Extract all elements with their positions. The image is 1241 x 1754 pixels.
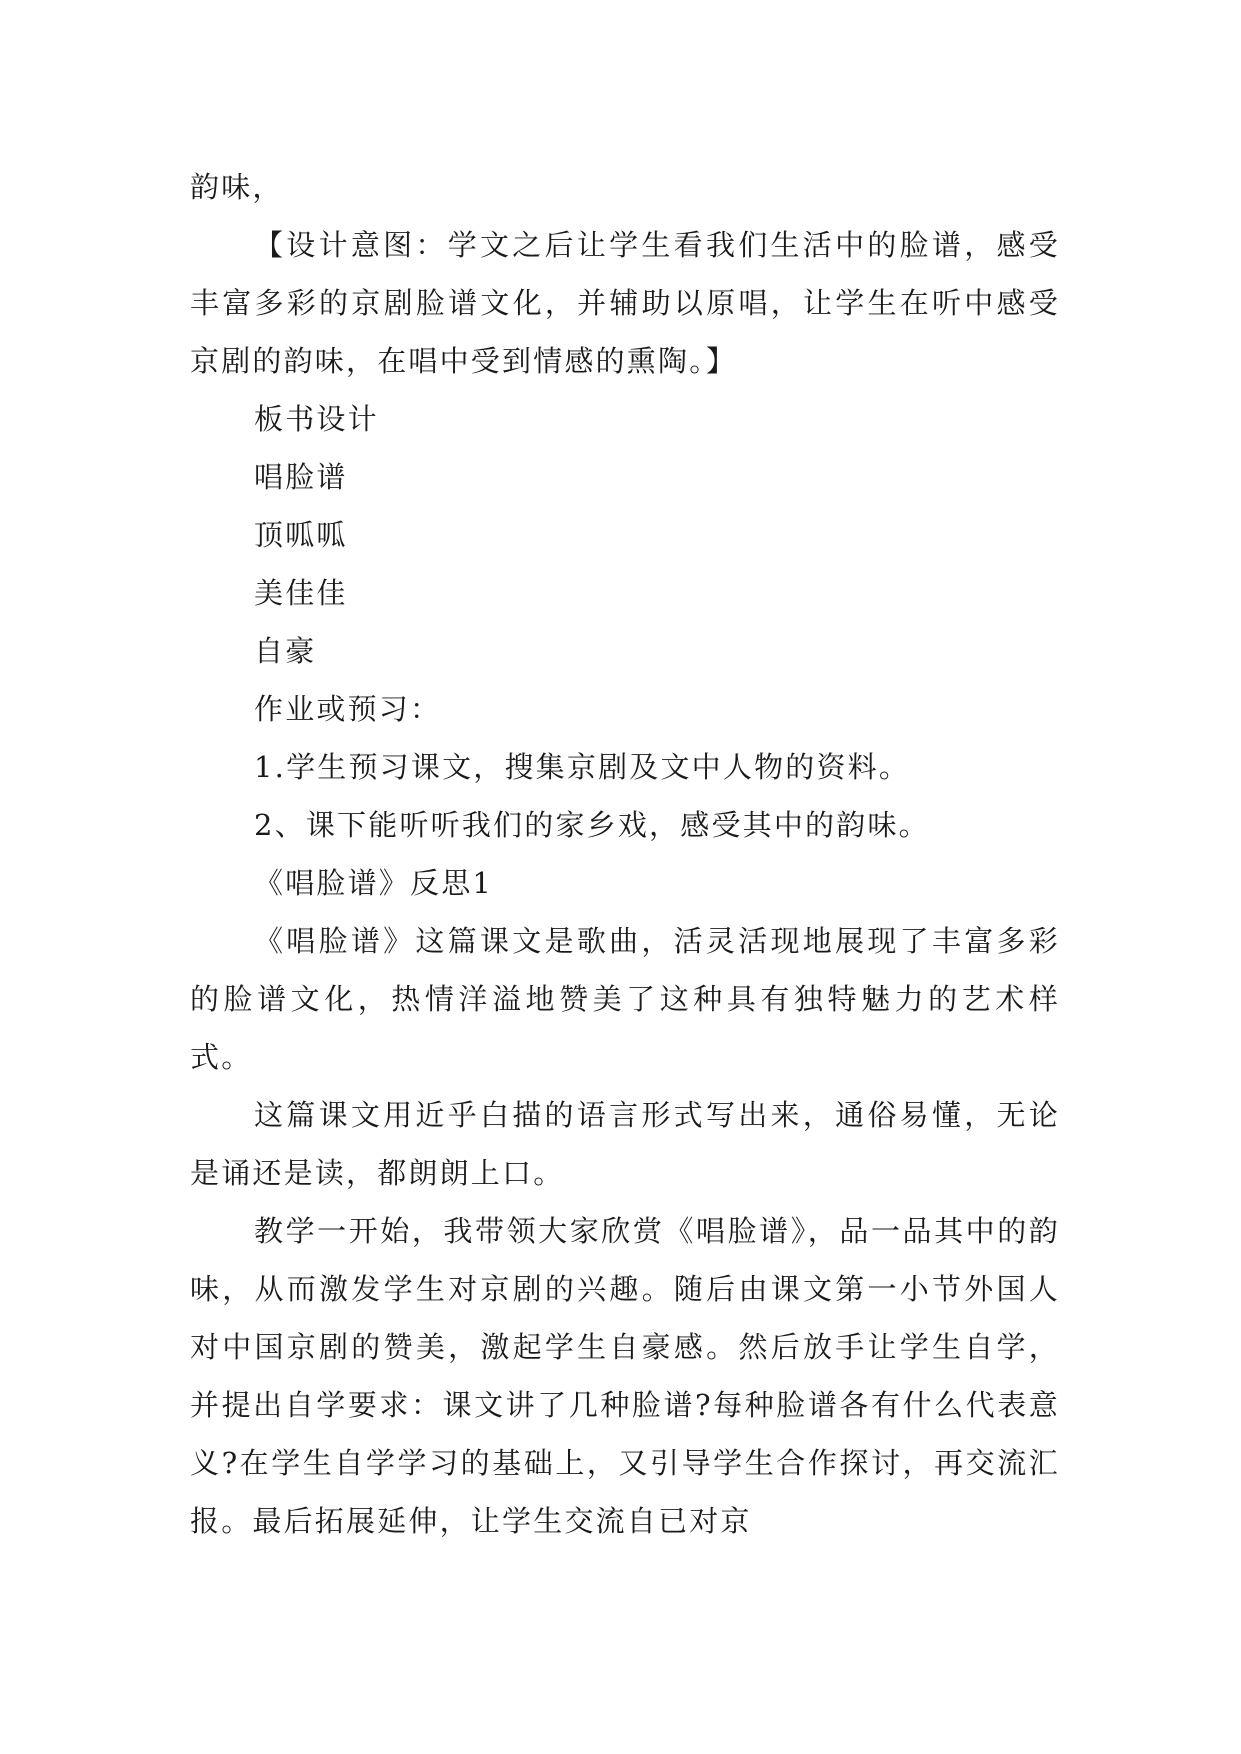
- board-line-1: 唱脸谱: [254, 460, 348, 494]
- reflection-paragraph-1: 《唱脸谱》这篇课文是歌曲，活灵活现地展现了丰富多彩的脸谱文化，热情洋溢地赞美了这种具有独特魅力的艺术样式。: [190, 924, 1060, 1074]
- heading-homework: 作业或预习：: [254, 692, 442, 726]
- board-line-3: 美佳佳: [254, 576, 348, 610]
- homework-item-1: 1.学生预习课文，搜集京剧及文中人物的资料。: [254, 750, 911, 784]
- board-line-4: 自豪: [254, 634, 317, 668]
- heading-reflection: 《唱脸谱》反思1: [254, 866, 494, 900]
- heading-board-design: 板书设计: [254, 402, 379, 436]
- reflection-paragraph-2: 这篇课文用近乎白描的语言形式写出来，通俗易懂，无论是诵还是读，都朗朗上口。: [190, 1098, 1060, 1190]
- paragraph-design-intent: 【设计意图：学文之后让学生看我们生活中的脸谱，感受丰富多彩的京剧脸谱文化，并辅助以原唱，让学生在听中感受京剧的韵味，在唱中受到情感的熏陶。】: [190, 228, 1060, 378]
- board-line-2: 顶呱呱: [254, 518, 348, 552]
- reflection-paragraph-3: 教学一开始，我带领大家欣赏《唱脸谱》，品一品其中的韵味，从而激发学生对京剧的兴趣。随后由课文第一小节外国人对中国京剧的赞美，激起学生自豪感。然后放手让学生自学，并提出自学要求：课文讲了几种脸谱?每种脸谱各有什么代表意义?在学生自学学习的基础上，又引导学生合作探讨，再交流汇报。最后拓展延伸，让学生交流自已对京: [190, 1214, 1060, 1538]
- homework-item-2: 2、课下能听听我们的家乡戏，感受其中的韵味。: [254, 808, 930, 842]
- document-body: [190, 158, 1060, 1550]
- paragraph-continuation: 韵味，: [190, 170, 284, 204]
